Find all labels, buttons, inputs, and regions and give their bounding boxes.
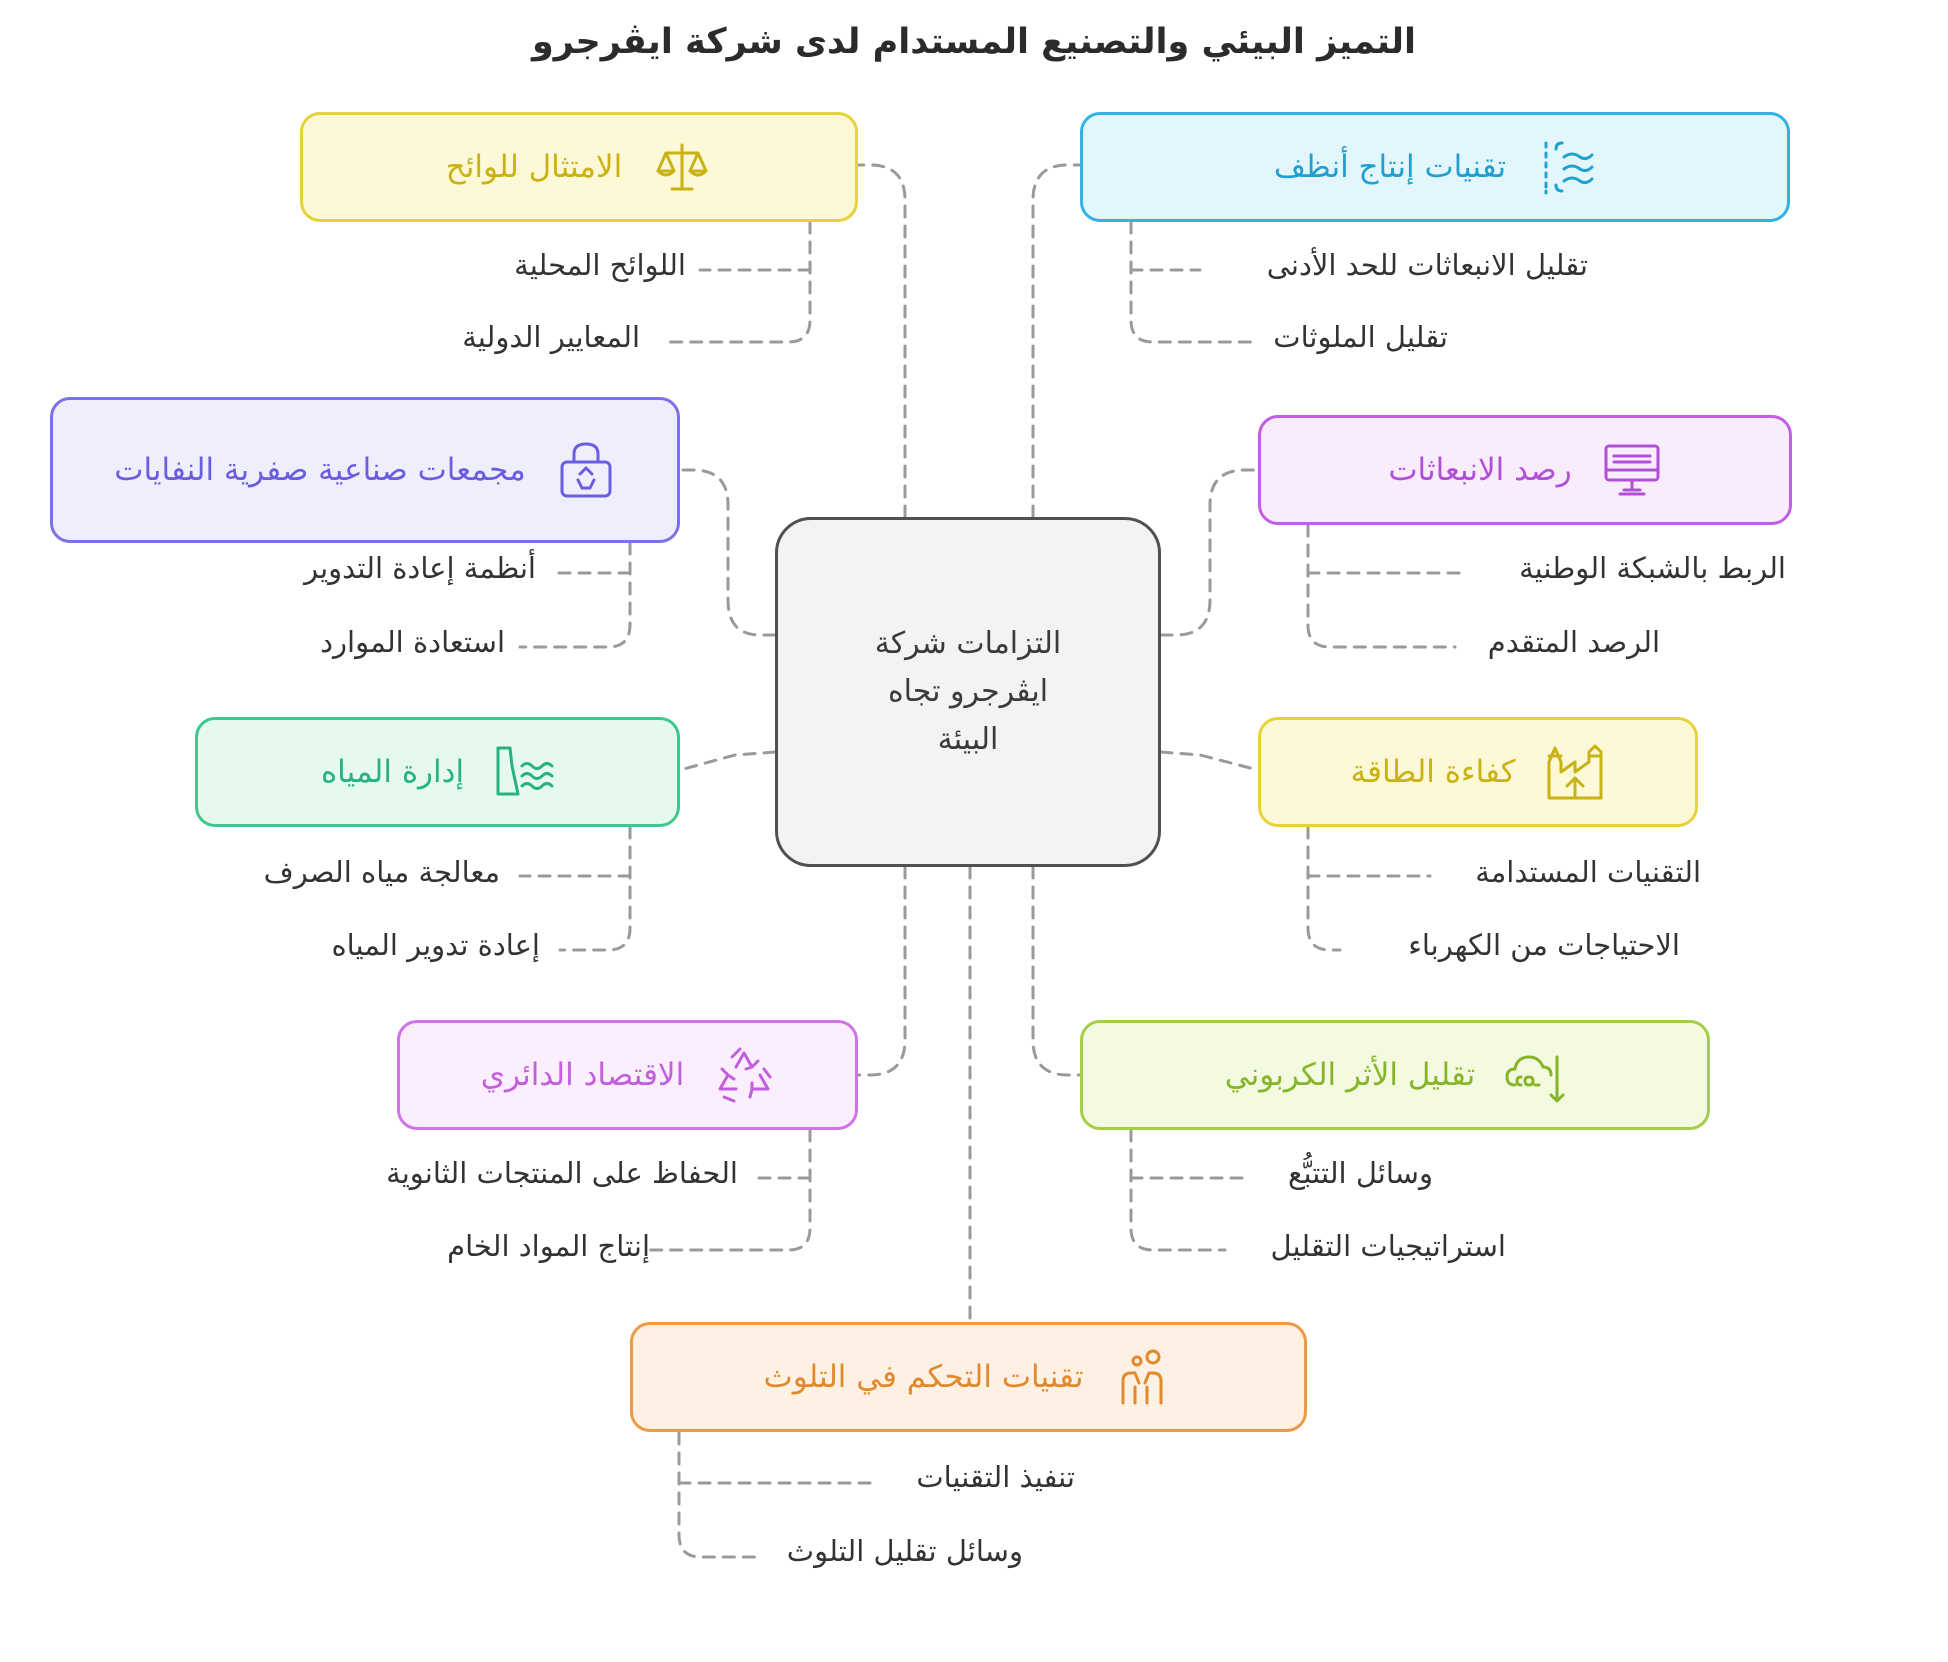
recycle-bag-icon <box>556 440 616 500</box>
connector-compliance <box>858 165 905 517</box>
node-energy-efficiency[interactable] <box>1258 717 1698 827</box>
air-flow-icon <box>1536 137 1596 197</box>
connector-zero-waste <box>680 470 775 635</box>
sub-item-minimize-emissions: تقليل الانبعاثات للحد الأدنى <box>1266 248 1588 282</box>
sub-item-reduce-pollutants: تقليل الملوثات <box>1273 320 1448 354</box>
node-circular-economy-label: الاقتصاد الدائري <box>480 1057 685 1093</box>
node-zero-waste-parks[interactable] <box>50 397 680 543</box>
scales-icon <box>652 137 712 197</box>
sub-connector-compliance <box>665 222 810 342</box>
node-water-management-label: إدارة المياه <box>320 754 465 790</box>
factory-icon <box>1545 742 1605 802</box>
node-compliance[interactable] <box>300 112 858 222</box>
connector-water <box>680 752 775 770</box>
node-zero-waste-parks-label: مجمعات صناعية صفرية النفايات <box>114 452 526 488</box>
diagram-title: التميز البيئي والتصنيع المستدام لدى شركة ايڤرجرو <box>531 22 1417 62</box>
sub-item-recycling-systems: أنظمة إعادة التدوير <box>304 551 536 585</box>
sub-item-water-recycling: إعادة تدوير المياه <box>331 928 540 962</box>
recycle-icon <box>714 1045 774 1105</box>
connector-cleaner-production <box>1033 165 1080 517</box>
water-waves-icon <box>494 742 554 802</box>
node-cleaner-production[interactable] <box>1080 112 1790 222</box>
sub-item-byproducts-preservation: الحفاظ على المنتجات الثانوية <box>386 1156 738 1190</box>
connector-carbon <box>1033 867 1080 1075</box>
sub-item-local-regulations: اللوائح المحلية <box>514 248 686 282</box>
monitor-icon <box>1602 440 1662 500</box>
sub-item-national-grid-link: الربط بالشبكة الوطنية <box>1519 551 1786 585</box>
hands-icon <box>1113 1347 1173 1407</box>
sub-item-international-standards: المعايير الدولية <box>462 320 640 354</box>
sub-connector-zero-waste <box>520 543 630 647</box>
sub-item-pollution-reduction-methods: وسائل تقليل التلوث <box>786 1534 1023 1568</box>
node-energy-efficiency-label: كفاءة الطاقة <box>1350 754 1516 790</box>
node-emissions-monitoring[interactable] <box>1258 415 1792 525</box>
connector-energy <box>1161 752 1258 770</box>
node-cleaner-production-label: تقنيات إنتاج أنظف <box>1273 149 1507 185</box>
sub-item-resource-recovery: استعادة الموارد <box>320 625 505 659</box>
sub-item-raw-materials-production: إنتاج المواد الخام <box>447 1229 650 1263</box>
node-pollution-control-label: تقنيات التحكم في التلوث <box>763 1359 1084 1395</box>
node-circular-economy[interactable] <box>397 1020 858 1130</box>
sub-connector-carbon <box>1131 1130 1250 1250</box>
node-water-management[interactable] <box>195 717 680 827</box>
sub-connector-emissions <box>1308 525 1465 647</box>
node-compliance-label: الامتثال للوائح <box>445 149 623 185</box>
node-pollution-control[interactable] <box>630 1322 1307 1432</box>
sub-item-electricity-needs: الاحتياجات من الكهرباء <box>1408 928 1680 962</box>
co2-cloud-icon <box>1505 1045 1565 1105</box>
connector-circular <box>858 867 905 1075</box>
node-emissions-monitoring-label: رصد الانبعاثات <box>1388 452 1572 488</box>
node-carbon-footprint-label: تقليل الأثر الكربوني <box>1224 1057 1476 1093</box>
sub-item-advanced-monitoring: الرصد المتقدم <box>1487 625 1660 659</box>
sub-item-reduction-strategies: استراتيجيات التقليل <box>1270 1229 1506 1263</box>
connector-emissions-monitoring <box>1161 470 1258 635</box>
sub-item-tracking-methods: وسائل التتبُّع <box>1288 1156 1433 1190</box>
sub-item-technology-implementation: تنفيذ التقنيات <box>916 1460 1075 1494</box>
sub-connector-circular <box>650 1130 810 1250</box>
center-node-label: التزامات شركة ايڤرجرو تجاه البيئة <box>874 626 1062 757</box>
node-carbon-footprint[interactable] <box>1080 1020 1710 1130</box>
sub-item-wastewater-treatment: معالجة مياه الصرف <box>263 855 500 889</box>
sub-connector-cleaner <box>1131 222 1255 342</box>
sub-item-sustainable-technologies: التقنيات المستدامة <box>1475 855 1701 889</box>
center-node[interactable] <box>775 517 1161 867</box>
